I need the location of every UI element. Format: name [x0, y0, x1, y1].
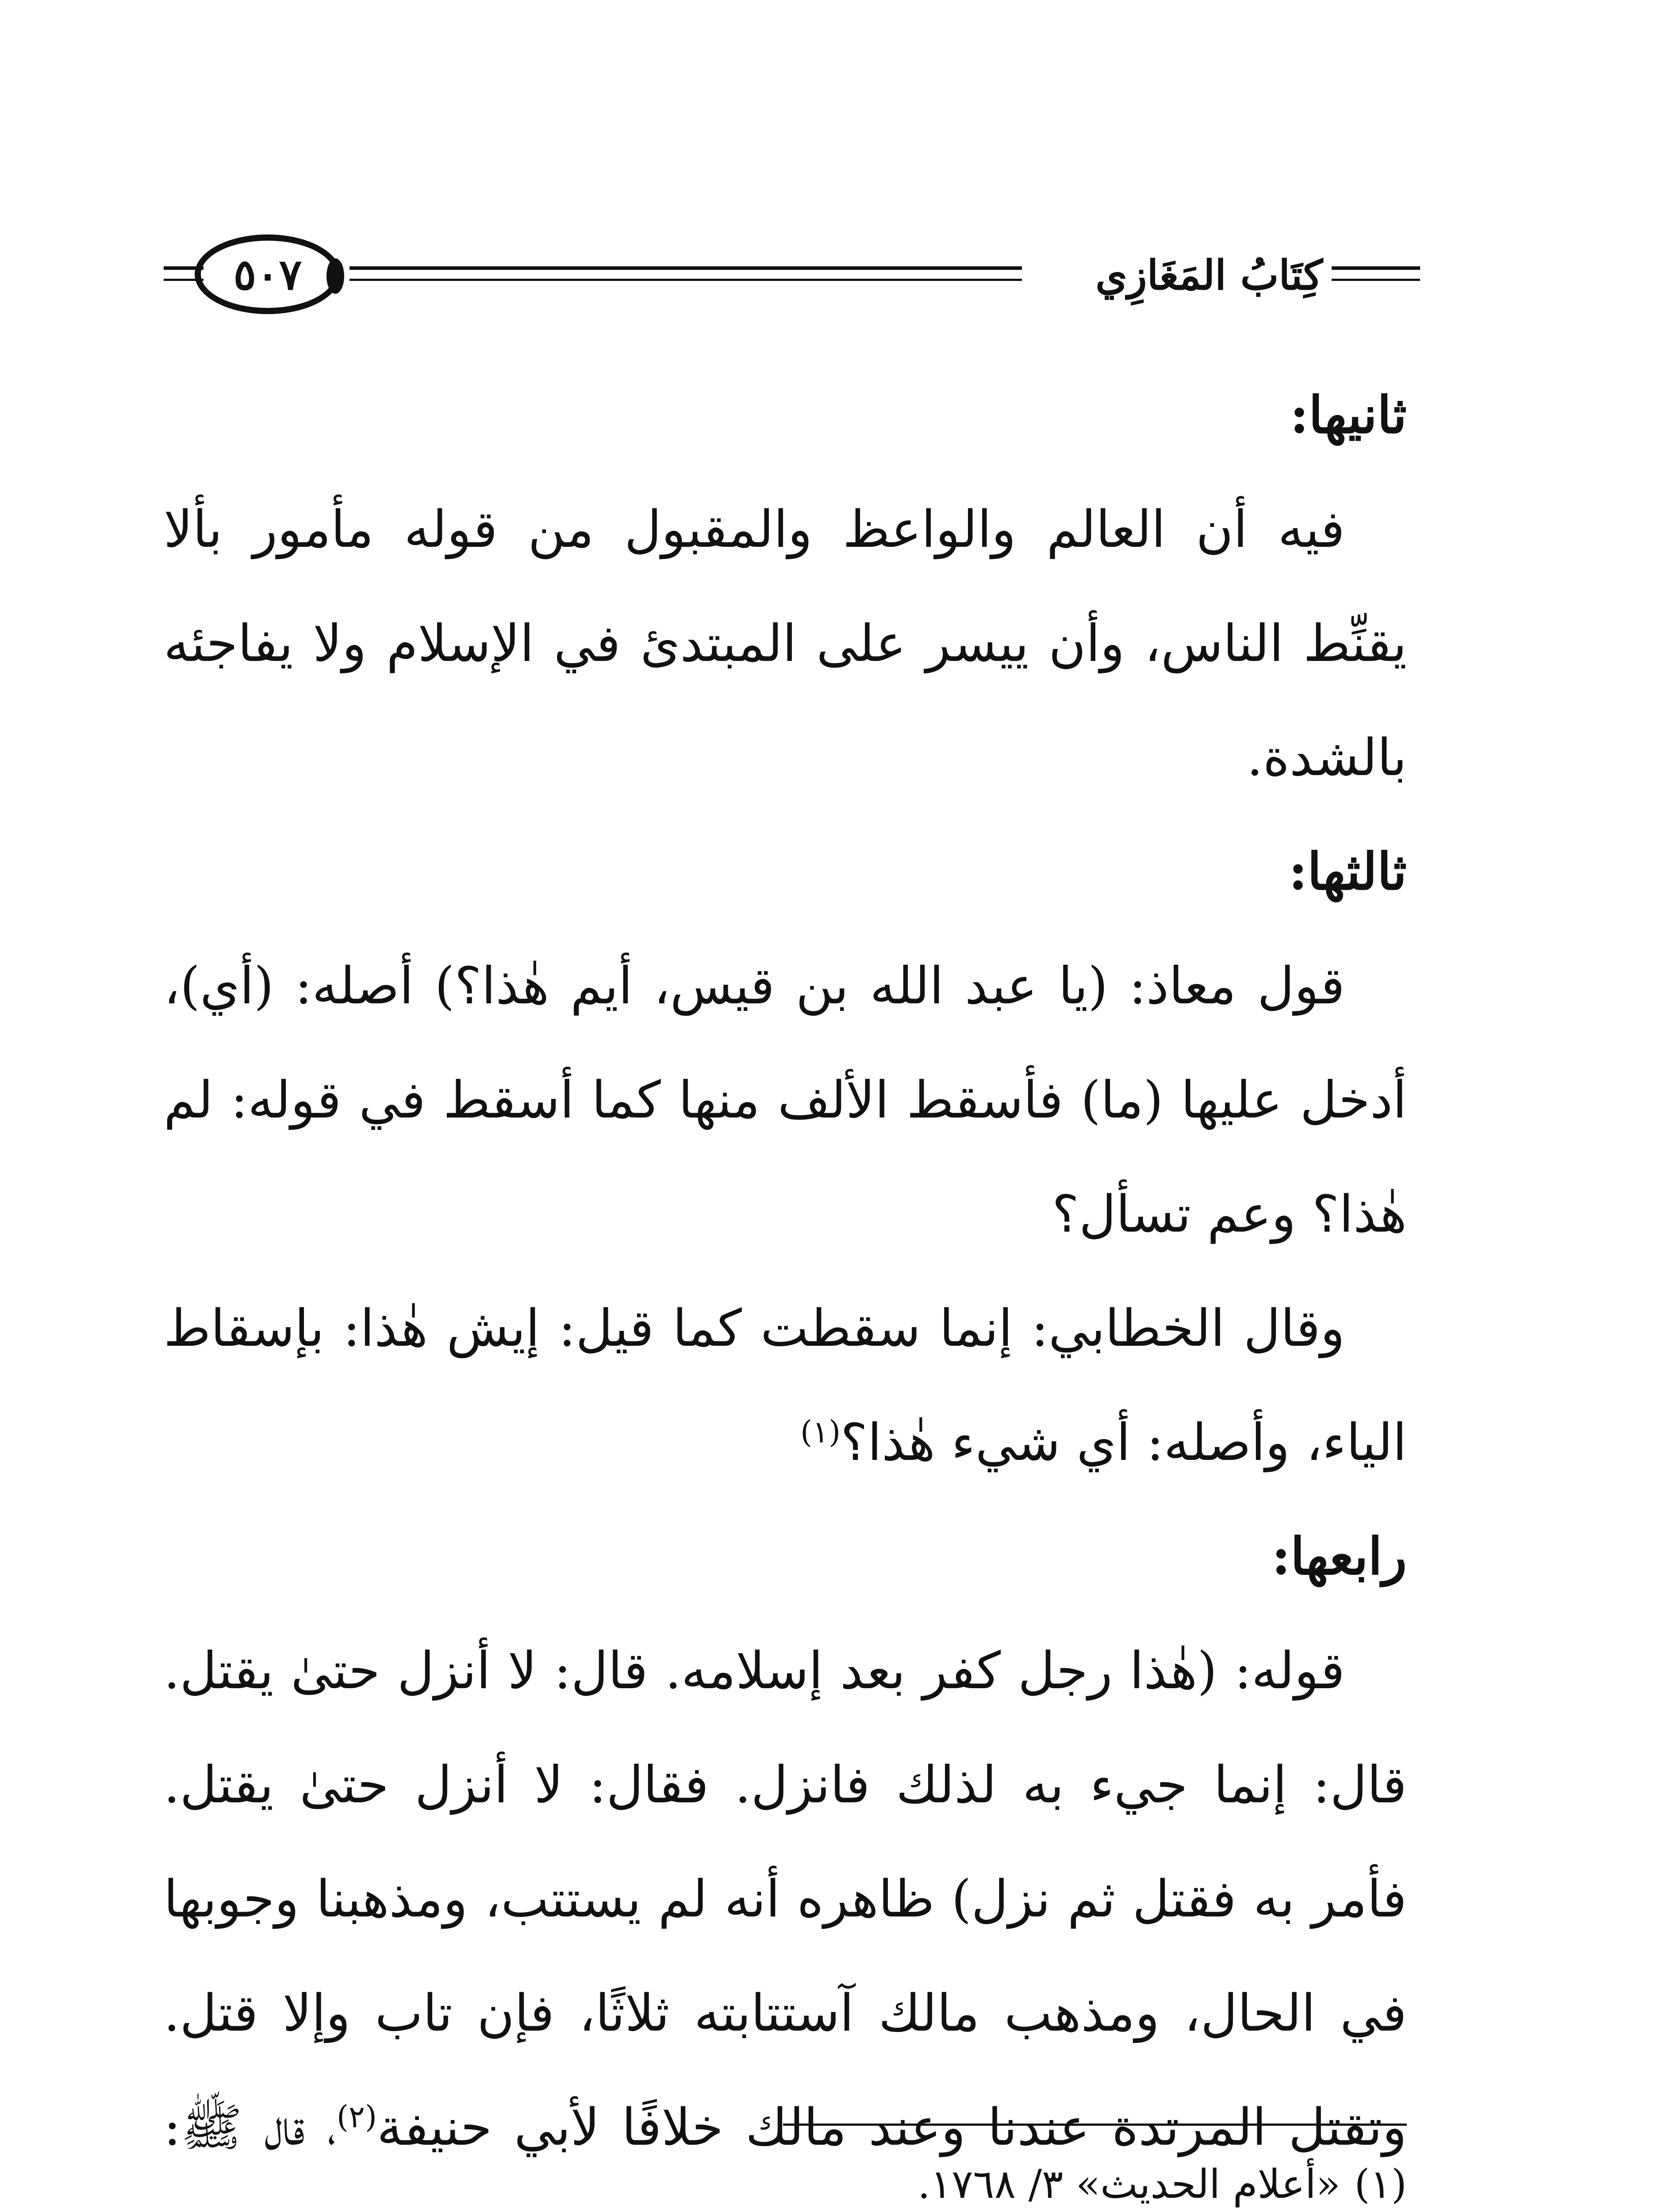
- header-rule-middle-top: [349, 266, 1022, 270]
- footnote-separator: [783, 2124, 1407, 2126]
- footnote-ref-1: (١): [800, 1414, 841, 1450]
- section-3-paragraph-1: قول معاذ: (يا عبد الله بن قيس، أيم هٰذا؟) أصله: (أي)، أدخل عليها (ما) فأسقط الألف منها كما أسقط في قوله: لم هٰذا؟ وعم تسأل؟: [164, 956, 1407, 1244]
- footnote-ref-2: (٢): [336, 2099, 377, 2135]
- section-2-paragraph: فيه أن العالم والواعظ والمقبول من قوله مأمور بألا يقنِّط الناس، وأن ييسر على المبتدئ في الإسلام ولا يفاجئه بالشدة.: [164, 500, 1407, 787]
- running-header: [164, 234, 1420, 314]
- page-number-badge: [195, 234, 341, 314]
- header-rule-middle-bottom: [349, 279, 1022, 281]
- footnote-number: (١): [1354, 2161, 1407, 2208]
- section-3-paragraph-2: [164, 1271, 1407, 1500]
- section-4-text-start: قوله: (هٰذا رجل كفر بعد إسلامه. قال: لا أنزل حتىٰ يقتل. قال: إنما جيء به لذلك فانزل. فقال: لا أنزل حتىٰ يقتل. فأمر به فقتل ثم نزل) ظاهره أنه لم يستتب، ومذهبنا وجوبها في الحال، ومذهب مالك آستتابته ثلاثًا، فإن تاب وإلا قتل. وتقتل المرتدة عندنا وعند مالك خلافًا لأبي حنيفة: [164, 1641, 1407, 2157]
- footnote-1: [164, 2146, 1407, 2212]
- footnote-text: «أعلام الحديث» ٣/ ١٧٦٨.: [918, 2161, 1340, 2208]
- book-title: كِتَابُ المَغَازِي: [1095, 251, 1323, 299]
- page-number: ٥٠٧: [233, 249, 302, 300]
- section-heading-3: ثالثها:: [1288, 842, 1407, 902]
- header-rule-left-top: [164, 266, 204, 270]
- section-heading-2: ثانيها:: [1290, 385, 1407, 445]
- section-4-text-middle: ، قال ﷺ:: [164, 2098, 337, 2157]
- section-4-paragraph: [164, 1614, 1407, 2212]
- header-rule-right-top: [1332, 266, 1420, 270]
- header-rule-right-bottom: [1332, 279, 1420, 281]
- main-text: [164, 358, 1407, 2212]
- section-heading-4: رابعها:: [1271, 1527, 1407, 1586]
- header-rule-left-bottom: [164, 279, 204, 281]
- section-3-paragraph-2-text: وقال الخطابي: إنما سقطت كما قيل: إيش هٰذا: بإسقاط الياء، وأصله: أي شيء هٰذا؟: [164, 1299, 1407, 1472]
- footnotes: [164, 2146, 1407, 2212]
